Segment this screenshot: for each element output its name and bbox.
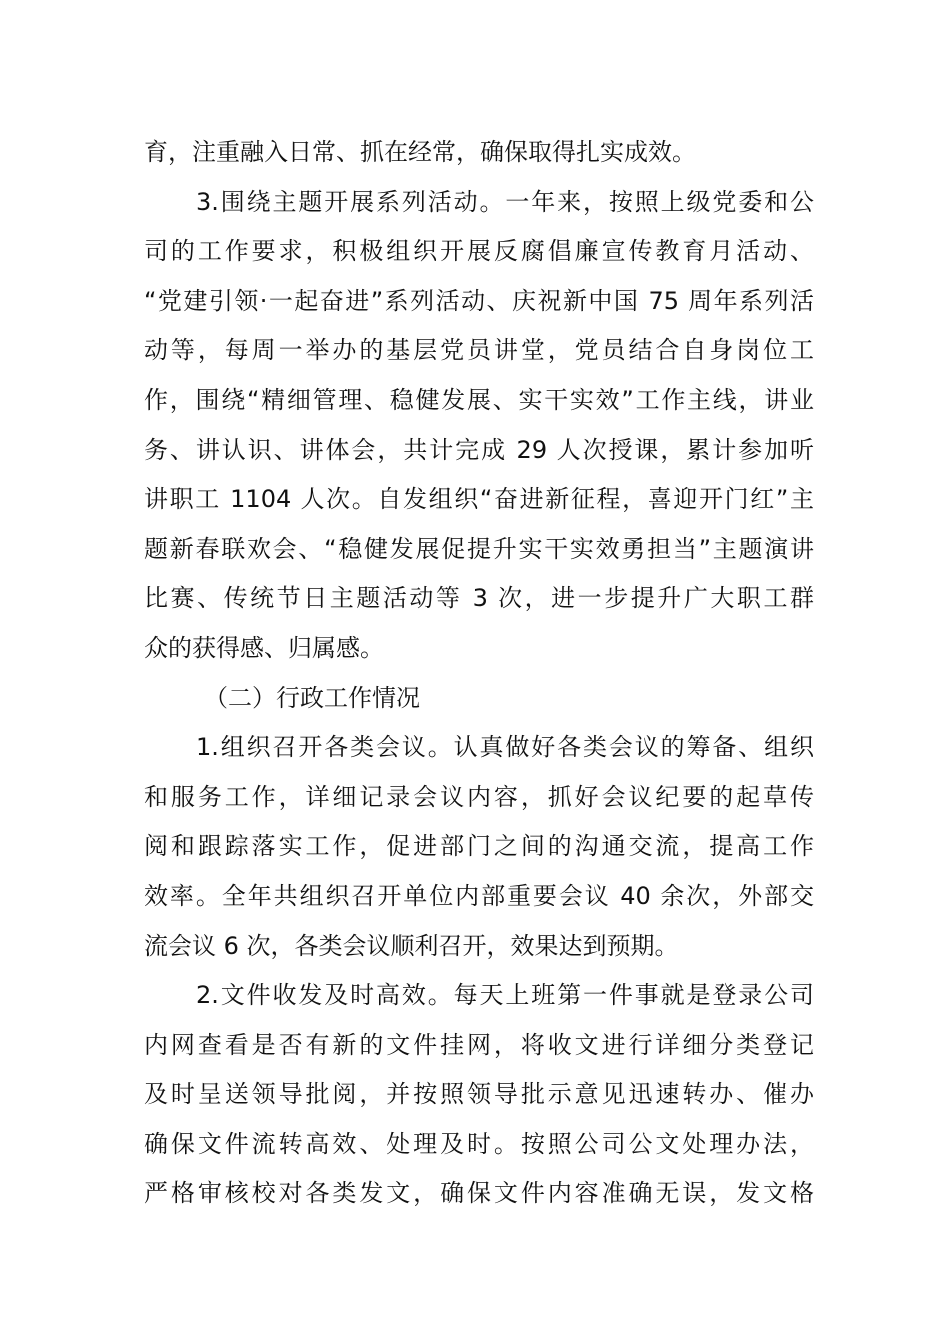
text-line-19: 内网查看是否有新的文件挂网，将收文进行详细分类登记 — [144, 1030, 814, 1059]
text-line-11: 众的获得感、归属感。 — [144, 633, 384, 662]
text-line-6: 作，围绕“精细管理、稳健发展、实干实效”工作主线，讲业 — [144, 385, 814, 414]
text-line-14: 和服务工作，详细记录会议内容，抓好会议纪要的起草传 — [144, 782, 814, 811]
text-line-22: 严格审核校对各类发文，确保文件内容准确无误，发文格 — [144, 1179, 814, 1208]
text-line-1: 育，注重融入日常、抓在经常，确保取得扎实成效。 — [144, 138, 696, 166]
text-line-8: 讲职工 1104 人次。自发组织“奋进新征程，喜迎开门红”主 — [144, 485, 814, 514]
text-line-18: 2.文件收发及时高效。每天上班第一件事就是登录公司 — [196, 981, 814, 1010]
text-line-15: 阅和跟踪落实工作，促进部门之间的沟通交流，提高工作 — [144, 832, 814, 861]
text-line-2: 3.围绕主题开展系列活动。一年来，按照上级党委和公 — [196, 187, 814, 216]
section-heading: （二）行政工作情况 — [204, 683, 420, 712]
text-line-20: 及时呈送领导批阅，并按照领导批示意见迅速转办、催办 — [144, 1080, 814, 1109]
document-body — [144, 128, 814, 1219]
text-line-17: 流会议 6 次，各类会议顺利召开，效果达到预期。 — [144, 931, 679, 960]
text-line-4: “党建引领·一起奋进”系列活动、庆祝新中国 75 周年系列活 — [144, 286, 814, 315]
text-line-7: 务、讲认识、讲体会，共计完成 29 人次授课，累计参加听 — [144, 435, 814, 464]
text-line-10: 比赛、传统节日主题活动等 3 次，进一步提升广大职工群 — [144, 584, 814, 613]
text-line-3: 司的工作要求，积极组织开展反腐倡廉宣传教育月活动、 — [144, 237, 814, 266]
text-line-9: 题新春联欢会、“稳健发展促提升实干实效勇担当”主题演讲 — [144, 534, 814, 563]
text-line-13: 1.组织召开各类会议。认真做好各类会议的筹备、组织 — [196, 733, 814, 762]
text-line-21: 确保文件流转高效、处理及时。按照公司公文处理办法， — [144, 1129, 814, 1158]
text-line-5: 动等，每周一举办的基层党员讲堂，党员结合自身岗位工 — [144, 336, 814, 365]
text-line-16: 效率。全年共组织召开单位内部重要会议 40 余次，外部交 — [144, 881, 814, 910]
